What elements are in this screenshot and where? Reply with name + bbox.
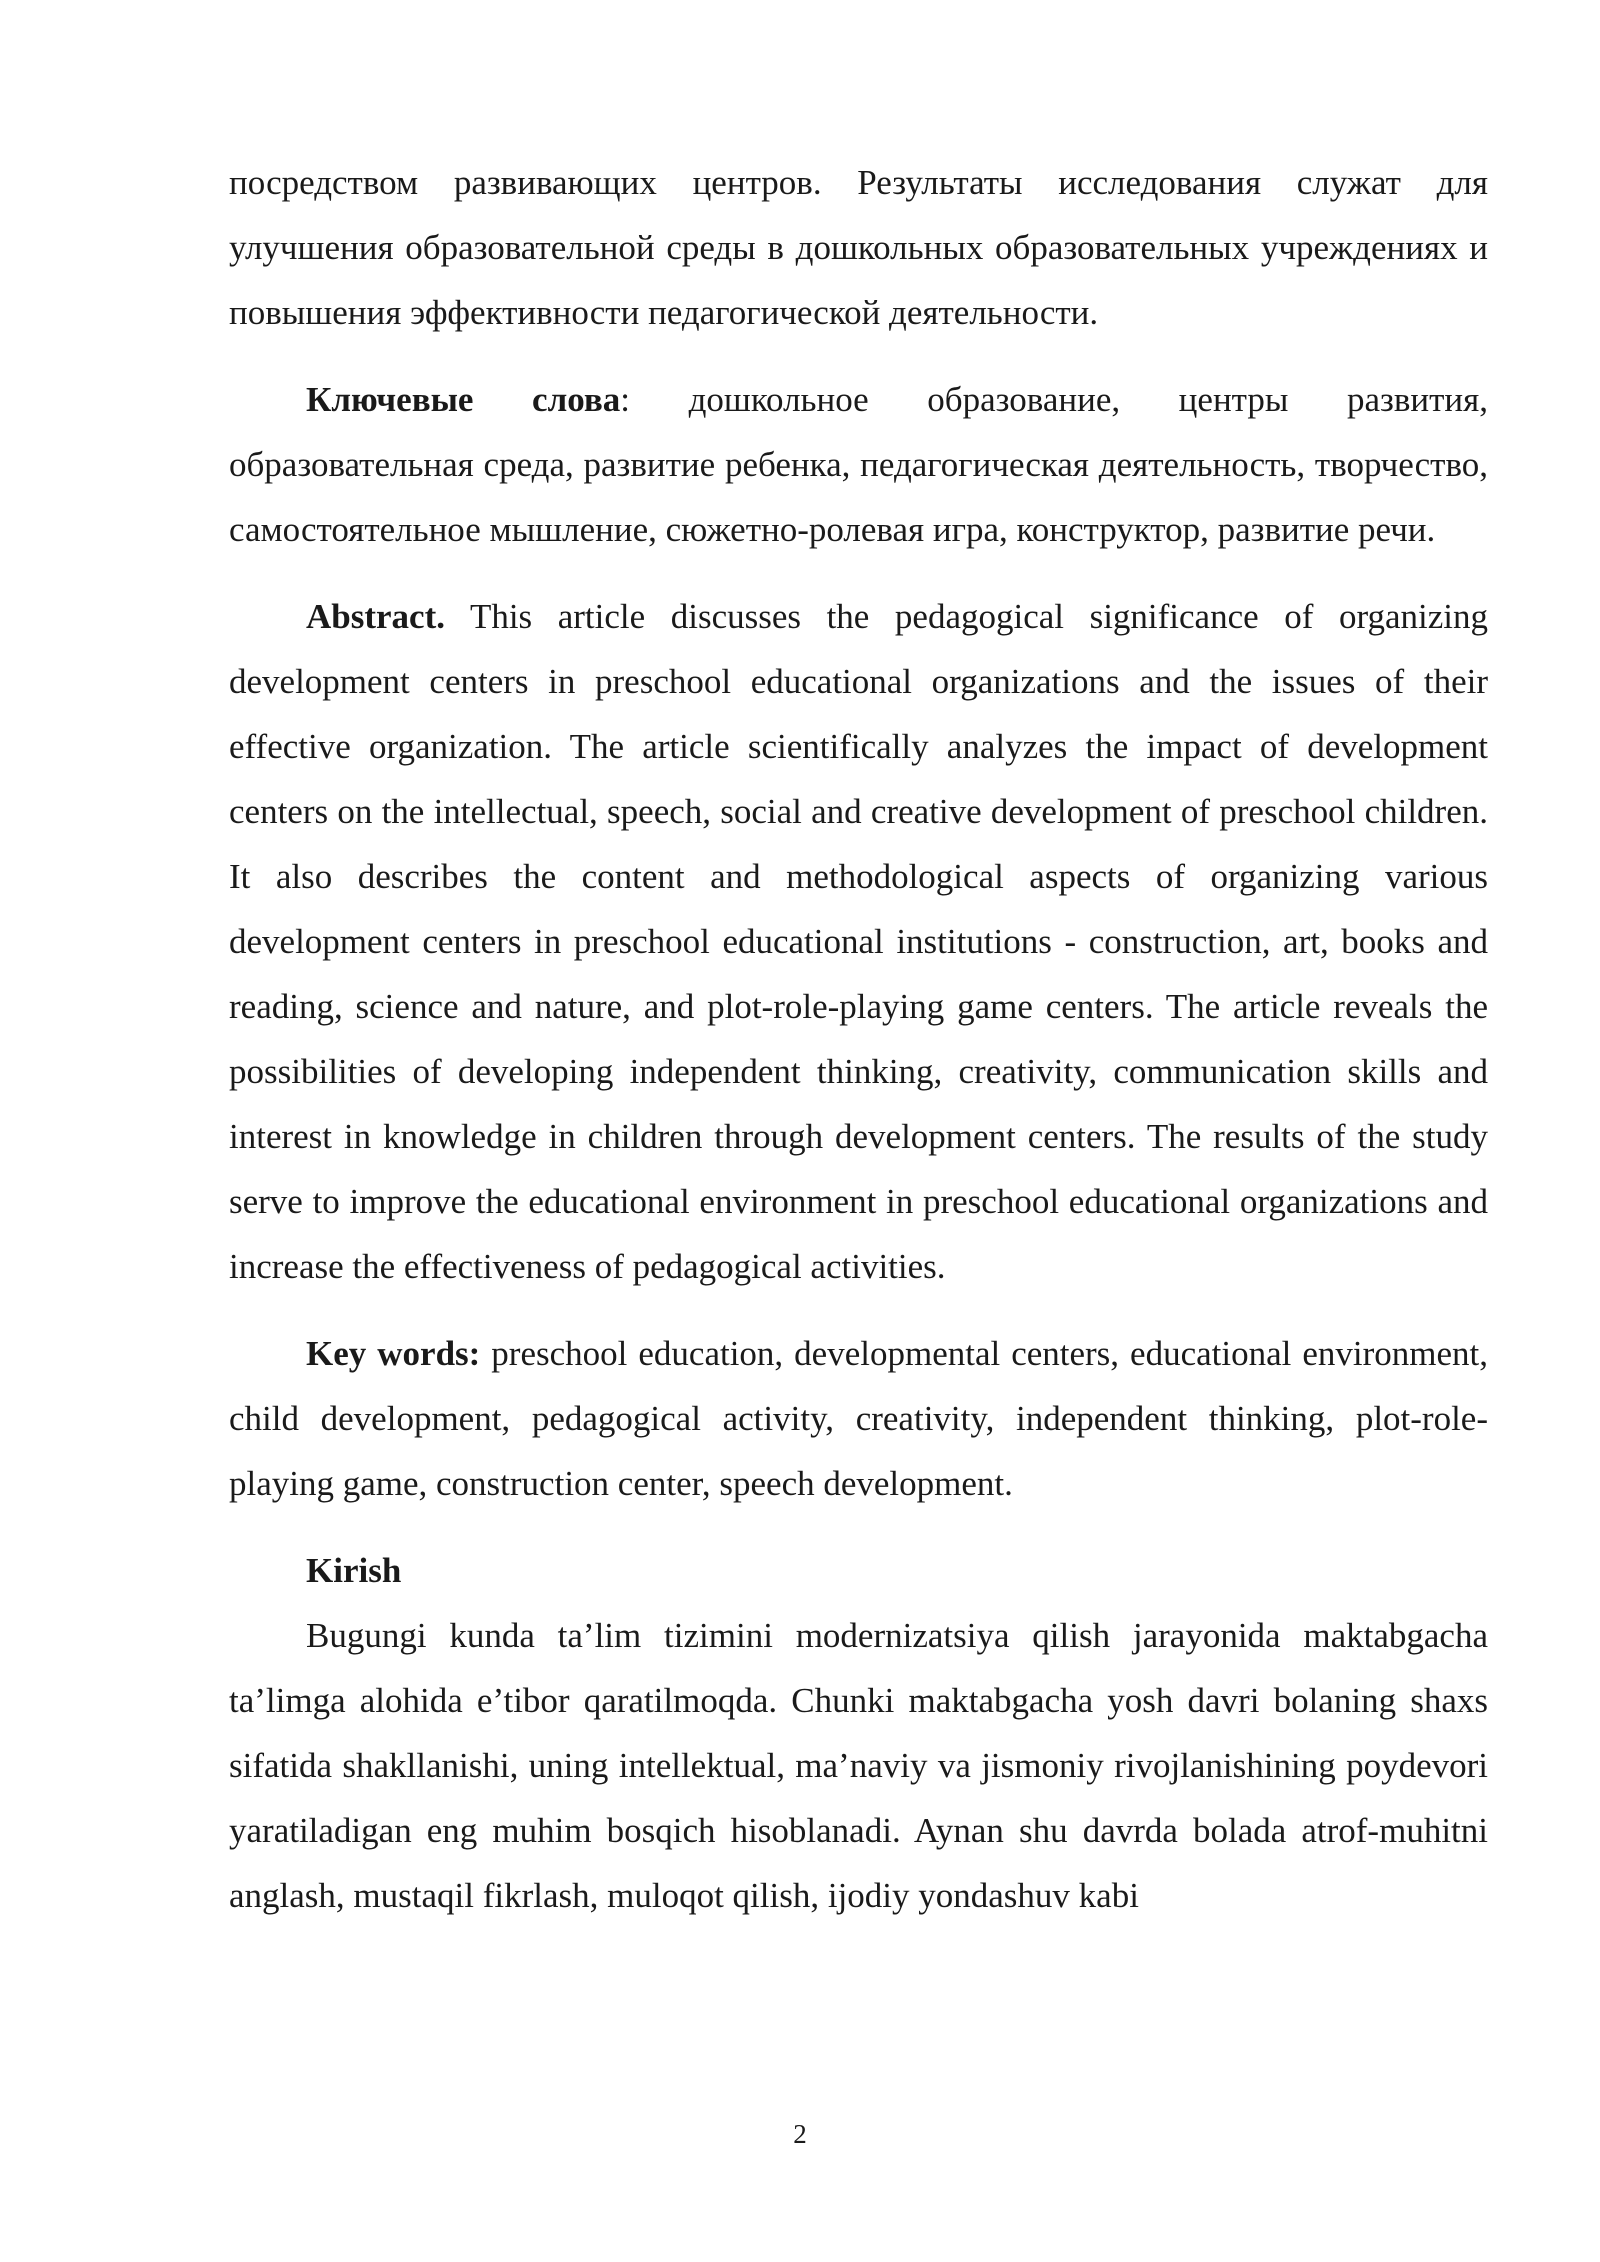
english-abstract-text: This article discusses the pedagogical significance of organizing development centers in preschool educational organizations and the issues of their effective organization. The article scientifically analyzes the impact of development centers on the intellectual, speech, social and creative development of preschool children. It also describes the content and methodological aspects of organizing various development centers in preschool educational institutions - construction, art, books and reading, science and nature, and plot-role-playing game centers. The article reveals the possibilities of developing independent thinking, creativity, communication skills and interest in knowledge in children through development centers. The results of the study serve to improve the educational environment in preschool educational organizations and increase the effectiveness of pedagogical activities. — [229, 597, 1488, 1286]
english-abstract-paragraph — [229, 584, 1488, 1299]
english-abstract-label: Abstract. — [306, 597, 445, 636]
russian-keywords-text: дошкольное образование, центры развития, образовательная среда, развитие ребенка, педагогическая деятельность, творчество, самостоятельное мышление, сюжетно-ролевая игра, конструктор, развитие речи. — [229, 380, 1488, 549]
section-heading-introduction: Kirish — [306, 1551, 402, 1590]
page-number: 2 — [793, 2119, 807, 2149]
english-keywords-text: preschool education, developmental centers, educational environment, child development, pedagogical activity, creativity, independent thinking, plot-role-playing game, construction center, speech development. — [229, 1334, 1489, 1503]
english-keywords-paragraph — [229, 1321, 1488, 1516]
introduction-paragraph: Bugungi kunda ta’lim tizimini modernizatsiya qilish jarayonida maktabgacha ta’limga alohida e’tibor qaratilmoqda. Chunki maktabgacha yosh davri bolaning shaxs sifatida shakllanishi, uning intellektual, ma’naviy va jismoniy rivojlanishining poydevori yaratiladigan eng muhim bosqich hisoblanadi. Aynan shu davrda bolada atrof-muhitni anglash, mustaqil fikrlash, muloqot qilish, ijodiy yondashuv kabi — [229, 1616, 1488, 1915]
page-body — [229, 150, 1488, 1928]
english-keywords-label: Key words: — [306, 1334, 481, 1373]
russian-keywords-paragraph — [229, 367, 1488, 562]
russian-keywords-colon: : — [620, 380, 630, 419]
russian-abstract-continuation: посредством развивающих центров. Результаты исследования служат для улучшения образовательной среды в дошкольных образовательных учреждениях и повышения эффективности педагогической деятельности. — [229, 163, 1488, 332]
russian-keywords-label: Ключевые слова — [306, 380, 621, 419]
